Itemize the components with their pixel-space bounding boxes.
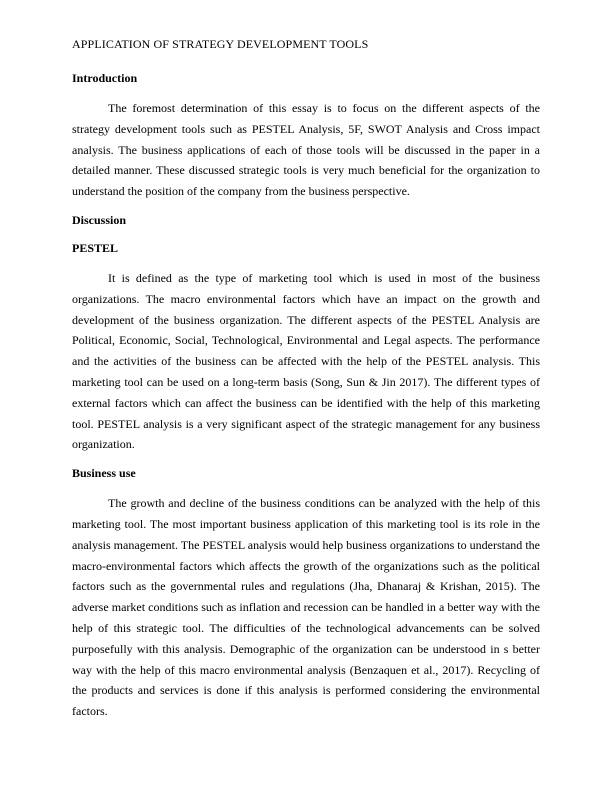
business-use-heading: Business use: [72, 466, 136, 481]
business-use-paragraph: The growth and decline of the business conditions can be analyzed with the help of this marketing tool. The most important business application of this marketing tool is its role in the analysis management. The PESTEL analysis would help business organizations to understand the macro-environmental factors which affects the growth of the organizations such as the political factors such as the governmental rules and regulations (Jha, Dhanaraj & Krishan, 2015). The adverse market conditions such as inflation and recession can be handled in a better way with the help of this strategic tool. The difficulties of the technological advancements can be solved purposefully with this analysis. Demographic of the organization can be understood in s better way with the help of this macro environmental analysis (Benzaquen et al., 2017). Recycling of the products and services is done if this analysis is performed considering the environmental factors.: [72, 496, 540, 719]
pestel-heading: PESTEL: [72, 240, 119, 255]
discussion-heading: Discussion: [72, 212, 127, 227]
introduction-heading: Introduction: [72, 71, 138, 85]
document-body: [72, 70, 540, 732]
introduction-paragraph: The foremost determination of this essay is to focus on the different aspects of the strategy development tools such as PESTEL Analysis, 5F, SWOT Analysis and Cross impact analysis. The business applications of each of those tools will be discussed in the paper in a detailed manner. These discussed strategic tools is very much beneficial for the organization to understand the position of the company from the business perspective.: [72, 101, 540, 199]
pestel-paragraph: It is defined as the type of marketing tool which is used in most of the business organizations. The macro environmental factors which have an impact on the growth and development of the business organization. The different aspects of the PESTEL Analysis are Political, Economic, Social, Technological, Environmental and Legal aspects. The performance and the activities of the business can be affected with the help of the PESTEL analysis. This marketing tool can be used on a long-term basis (Song, Sun & Jin 2017). The different types of external factors which can affect the business can be identified with the help of this marketing tool. PESTEL analysis is a very significant aspect of the strategic management for any business organization.: [72, 270, 540, 452]
running-head: APPLICATION OF STRATEGY DEVELOPMENT TOOLS: [72, 37, 369, 51]
